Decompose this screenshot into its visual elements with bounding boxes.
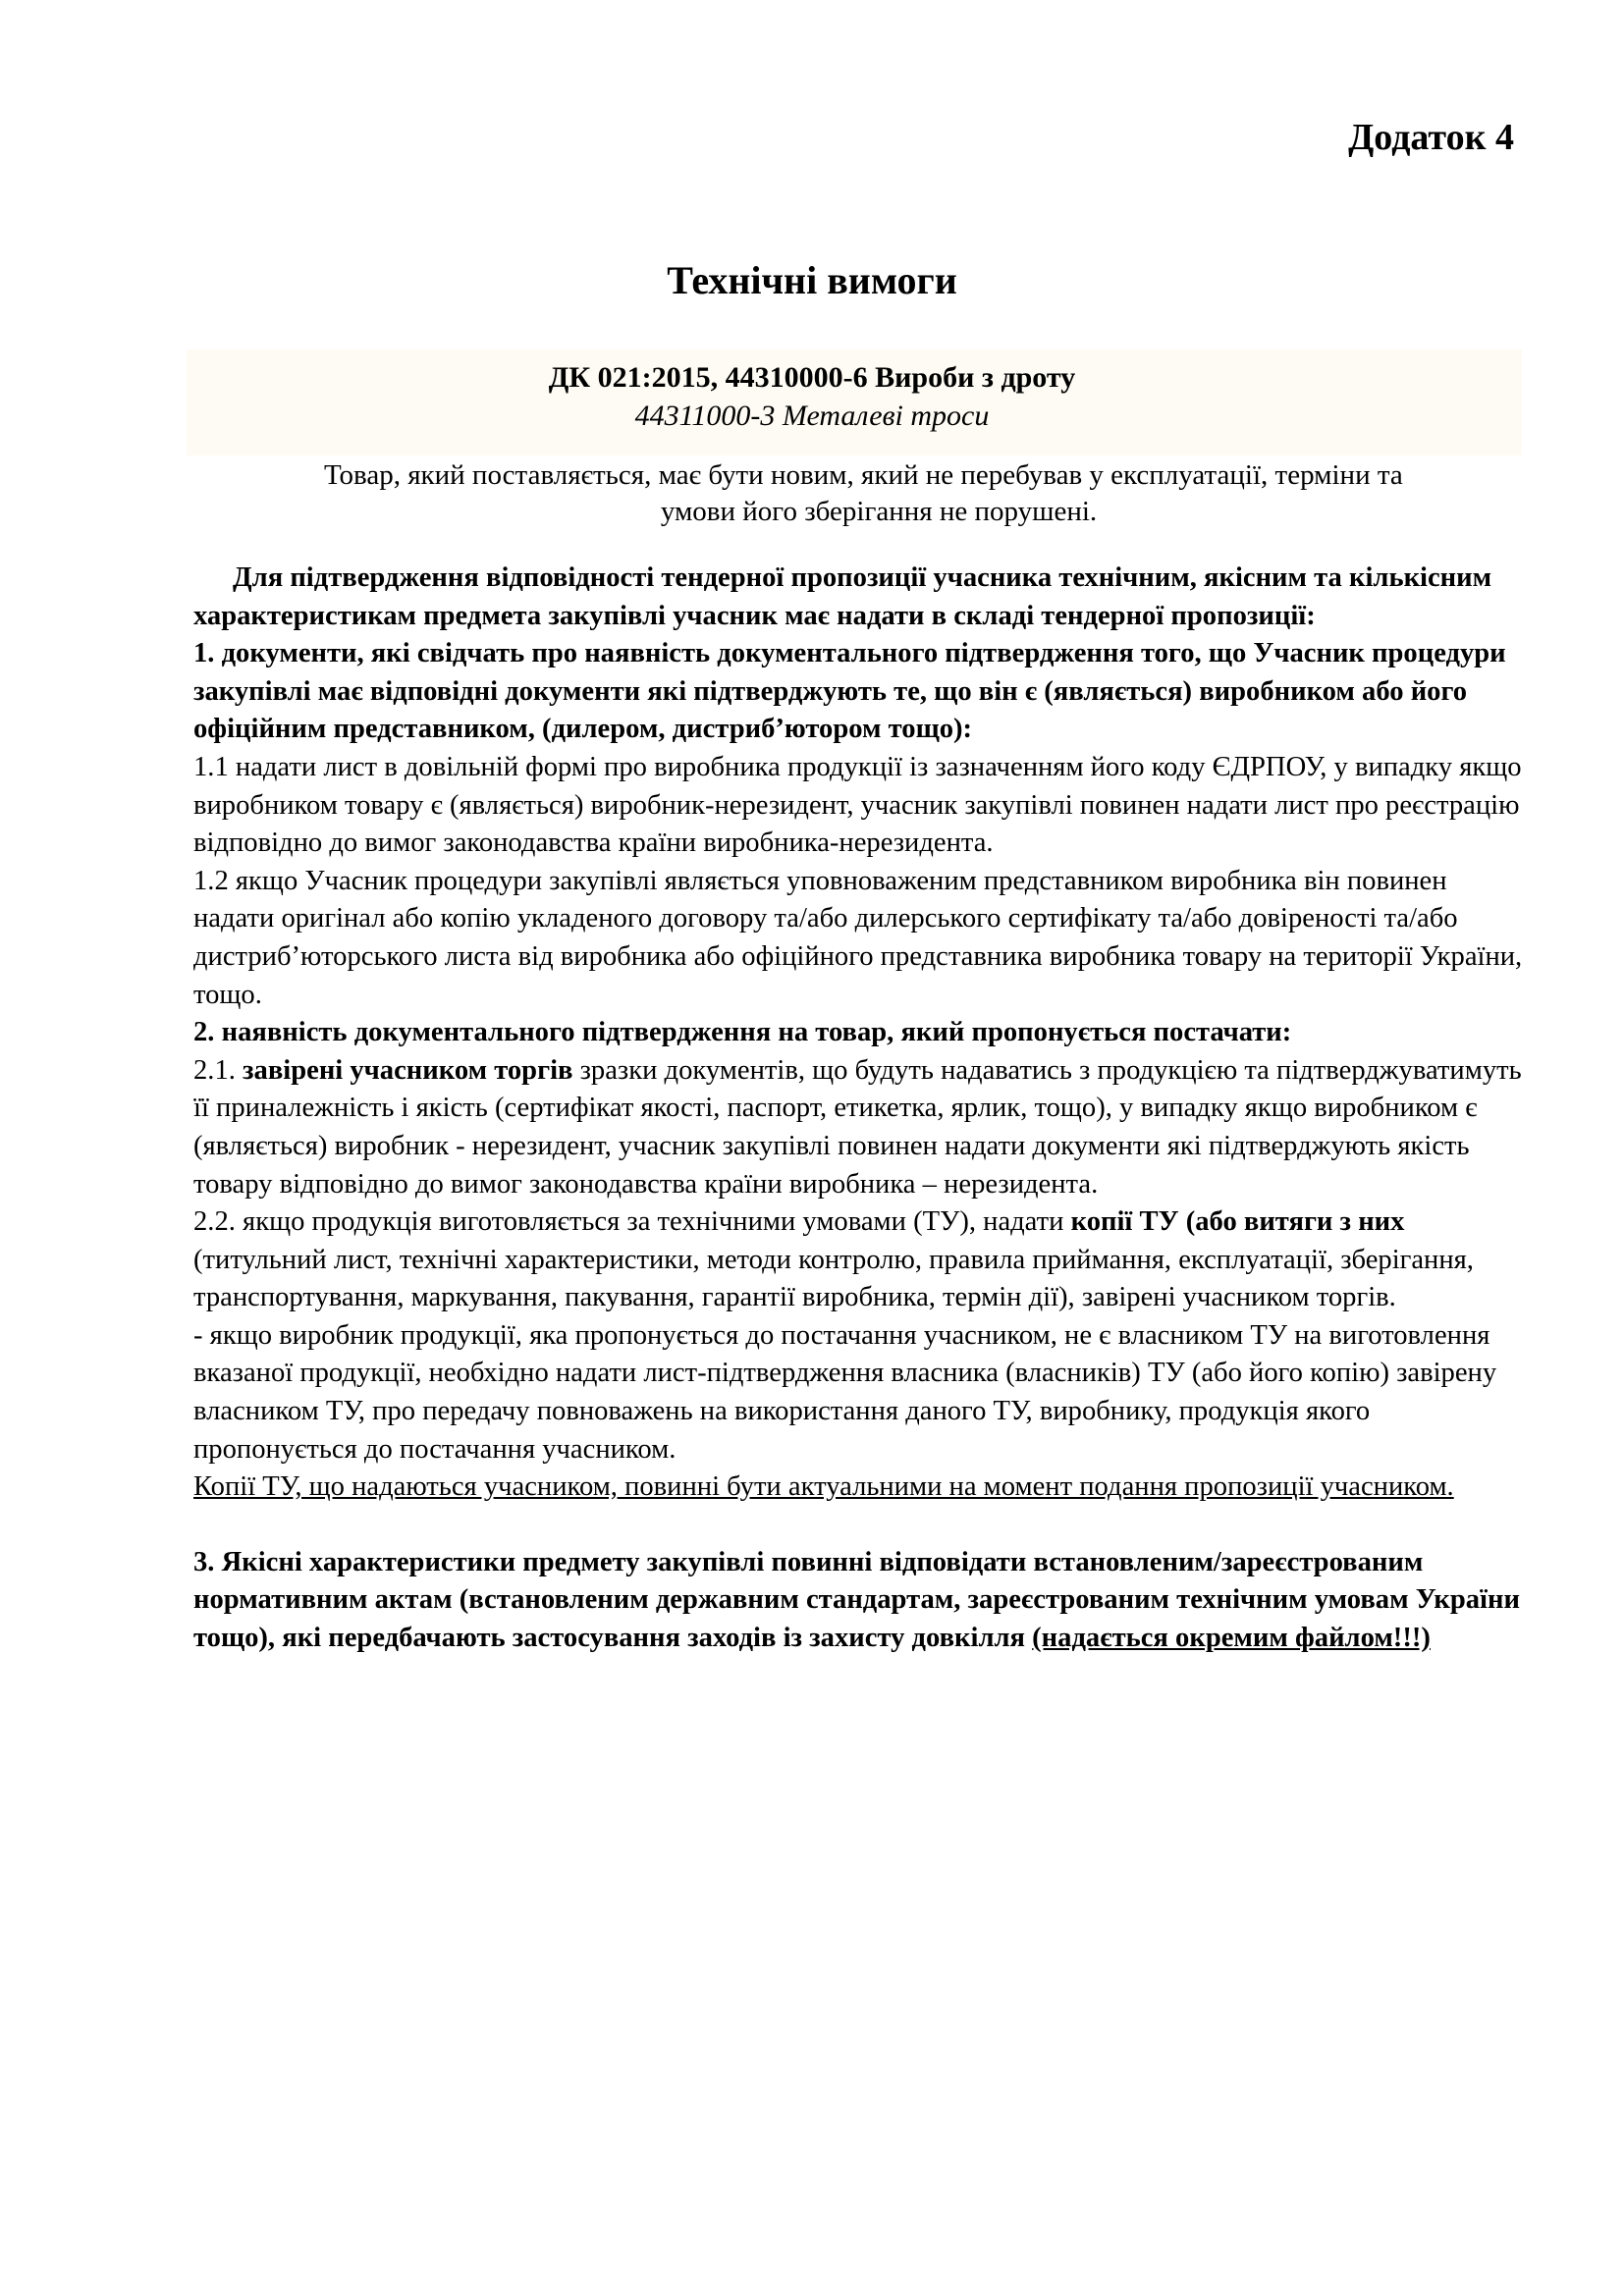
intro-paragraph	[324, 457, 1522, 530]
section-1-heading: 1. документи, які свідчать про наявність документального підтвердження того, що Учасник процедури закупівлі має відповідні документи які підтверджують те, що він є (являється) виробником або його офіційним представником, (дилером, дистриб’ютором тощо):	[193, 638, 1506, 745]
classification-subcode: 44311000-3 Металеві троси	[634, 400, 990, 432]
spacer	[193, 1507, 1529, 1544]
classification-code: ДК 021:2015, 44310000-6 Вироби з дроту	[548, 361, 1076, 394]
page-title: Технічні вимоги	[667, 258, 957, 302]
section-2-2-prefix: 2.2. якщо продукція виготовляється за технічними умовами (ТУ), надати	[193, 1206, 1071, 1238]
section-3-text: 3. Якісні характеристики предмету закупівлі повинні відповідати встановленим/зареєстрованим нормативним актам (встановленим державним стандартам, зареєстрованим технічним умовам України тощо), які передбачають застосування заходів із захисту довкілля	[193, 1546, 1520, 1654]
intro-line-2: умови його зберігання не порушені.	[660, 496, 1098, 527]
section-2-1-prefix: 2.1.	[193, 1054, 244, 1086]
section-2-note: Копії ТУ, що надаються учасником, повинні бути актуальними на момент подання пропозиції учасником.	[193, 1471, 1454, 1503]
section-1-2: 1.2 якщо Учасник процедури закупівлі являється уповноваженим представником виробника він повинен надати оригінал або копію укладеного договору та/або дилерського сертифікату та/або довіреності та/або дистриб’юторського листа від виробника або офіційного представника виробника товару на території України, тощо.	[193, 865, 1523, 1010]
section-2-2	[193, 1203, 1529, 1317]
section-2-1-text: зразки документів, що будуть надаватись з продукцією та підтверджуватимуть її приналежність і якість (сертифікат якості, паспорт, етикетка, ярлик, тощо), у випадку якщо виробником є (являється) виробник - нерезидент, учасник закупівлі повинен надати документи які підтверджують якість товару відповідно до вимог законодавства країни виробника – нерезидента.	[193, 1054, 1522, 1200]
section-3-file-note: (надається окремим файлом!!!)	[1032, 1623, 1431, 1654]
section-2-1-bold: завірені учасником торгів	[243, 1054, 573, 1086]
intro-line-1: Товар, який поставляється, має бути новим, який не перебував у експлуатації, терміни та	[324, 459, 1403, 491]
appendix-label: Додаток 4	[1348, 117, 1514, 158]
lead-paragraph: Для підтвердження відповідності тендерної пропозиції учасника технічним, якісним та кількісним характеристикам предмета закупівлі учасник має надати в складі тендерної пропозиції:	[193, 562, 1492, 631]
section-3	[193, 1544, 1529, 1658]
section-2-1	[193, 1052, 1529, 1203]
requirements-body	[193, 560, 1529, 1658]
section-2-heading: 2. наявність документального підтвердження на товар, який пропонується постачати:	[193, 1017, 1292, 1048]
section-2-2-bold: копії ТУ (або витяги з них	[1070, 1206, 1405, 1238]
section-2-2-text: (титульний лист, технічні характеристики, методи контролю, правила приймання, експлуатації, зберігання, транспортування, маркування, пакування, гарантії виробника, термін дії), завірені учасником торгів.	[193, 1244, 1474, 1313]
section-2-dash-item: - якщо виробник продукції, яка пропонується до постачання учасником, не є власником ТУ на виготовлення вказаної продукції, необхідно надати лист-підтвердження власника (власників) ТУ (або його копію) завірену власником ТУ, про передачу повноважень на використання даного ТУ, виробнику, продукція якого пропонується до постачання учасником.	[193, 1319, 1497, 1465]
section-1-1: 1.1 надати лист в довільній формі про виробника продукції із зазначенням його коду ЄДРПОУ, у випадку якщо виробником товару є (являється) виробник-нерезидент, учасник закупівлі повинен надати лист про реєстрацію відповідно до вимог законодавства країни виробника-нерезидента.	[193, 751, 1522, 859]
